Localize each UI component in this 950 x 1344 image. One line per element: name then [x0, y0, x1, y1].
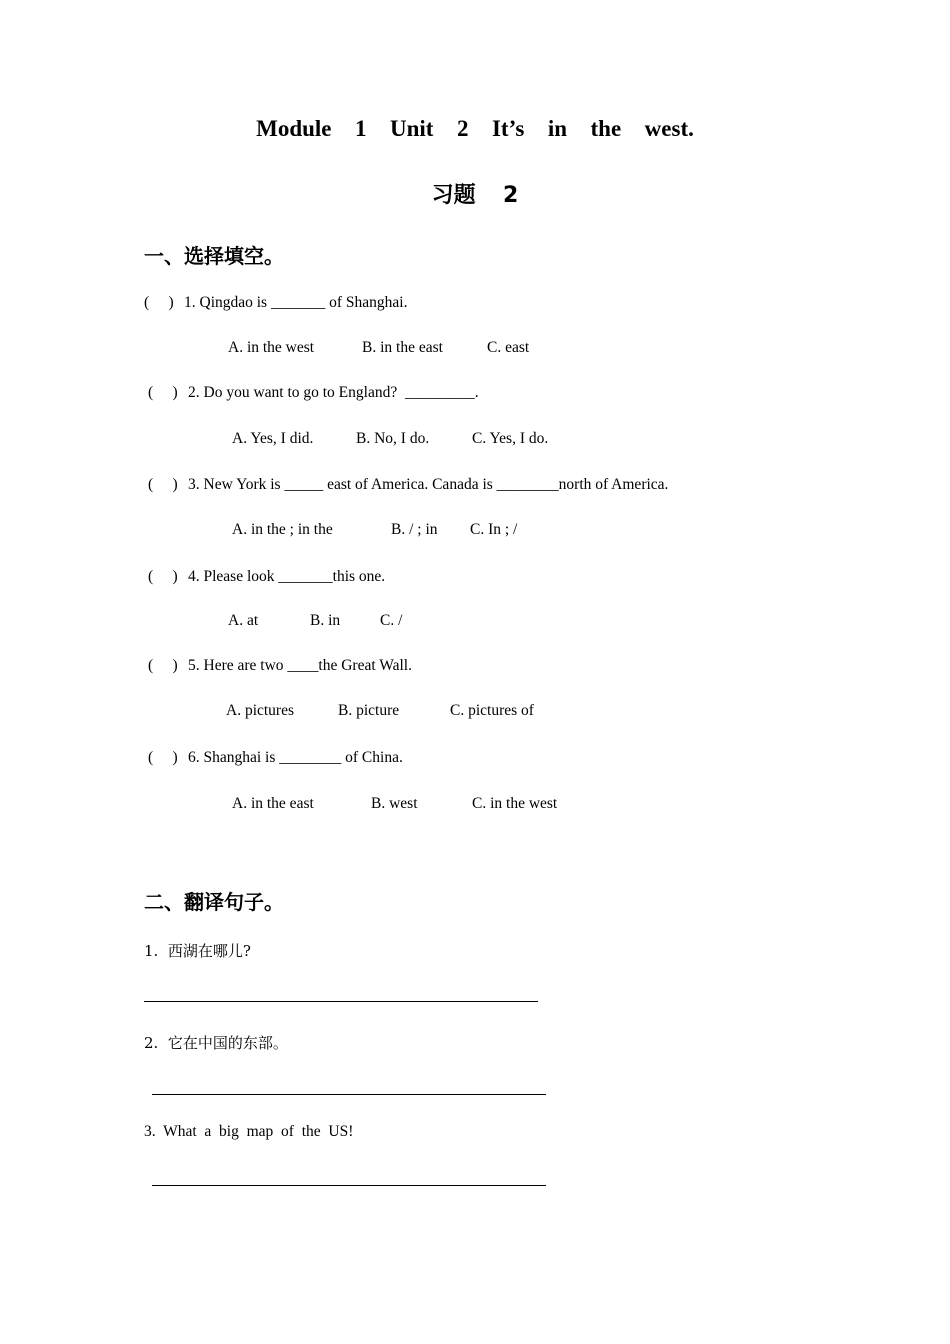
translation-prompt: 2. 它在中国的东部。 — [144, 1034, 288, 1052]
answer-bracket[interactable]: ( ) — [148, 384, 178, 401]
question-text: 1. Qingdao is _______ of Shanghai. — [184, 294, 408, 311]
answer-bracket[interactable]: ( ) — [148, 476, 178, 493]
option-c: C. In ; / — [470, 521, 518, 538]
option-a: A. Yes, I did. — [232, 430, 314, 447]
option-a: A. in the west — [228, 339, 315, 356]
option-b: B. picture — [338, 702, 400, 719]
option-a: A. in the east — [232, 795, 314, 812]
answer-line[interactable] — [152, 1185, 546, 1186]
question-text: 4. Please look _______this one. — [188, 568, 386, 585]
option-b: B. west — [371, 795, 418, 812]
option-a: A. pictures — [226, 702, 295, 719]
answer-line[interactable] — [152, 1094, 546, 1095]
question-text: 2. Do you want to go to England? _________. — [188, 384, 479, 401]
answer-bracket[interactable]: ( ) — [144, 294, 174, 311]
option-a: A. at — [228, 612, 259, 629]
option-c: C. east — [487, 339, 530, 356]
page-subtitle: 习题 2 — [431, 183, 519, 208]
option-b: B. in the east — [362, 339, 443, 356]
section-heading-translation: 二、翻译句子。 — [144, 890, 284, 914]
question-text: 5. Here are two ____the Great Wall. — [188, 657, 412, 674]
option-c: C. / — [380, 612, 403, 629]
translation-prompt: 3. What a big map of the US! — [144, 1123, 354, 1140]
option-a: A. in the ; in the — [232, 521, 333, 538]
answer-bracket[interactable]: ( ) — [148, 749, 178, 766]
option-c: C. in the west — [472, 795, 558, 812]
section-heading-multiple-choice: 一、选择填空。 — [144, 244, 284, 268]
answer-bracket[interactable]: ( ) — [148, 568, 178, 585]
option-c: C. Yes, I do. — [472, 430, 549, 447]
page-title: Module 1 Unit 2 It’s in the west. — [256, 116, 694, 141]
option-b: B. / ; in — [391, 521, 438, 538]
option-b: B. in — [310, 612, 341, 629]
translation-prompt: 1. 西湖在哪儿? — [144, 942, 251, 960]
option-c: C. pictures of — [450, 702, 534, 719]
option-b: B. No, I do. — [356, 430, 430, 447]
question-text: 6. Shanghai is ________ of China. — [188, 749, 403, 766]
question-text: 3. New York is _____ east of America. Canada is ________north of America. — [188, 476, 669, 493]
answer-bracket[interactable]: ( ) — [148, 657, 178, 674]
answer-line[interactable] — [144, 1001, 538, 1002]
